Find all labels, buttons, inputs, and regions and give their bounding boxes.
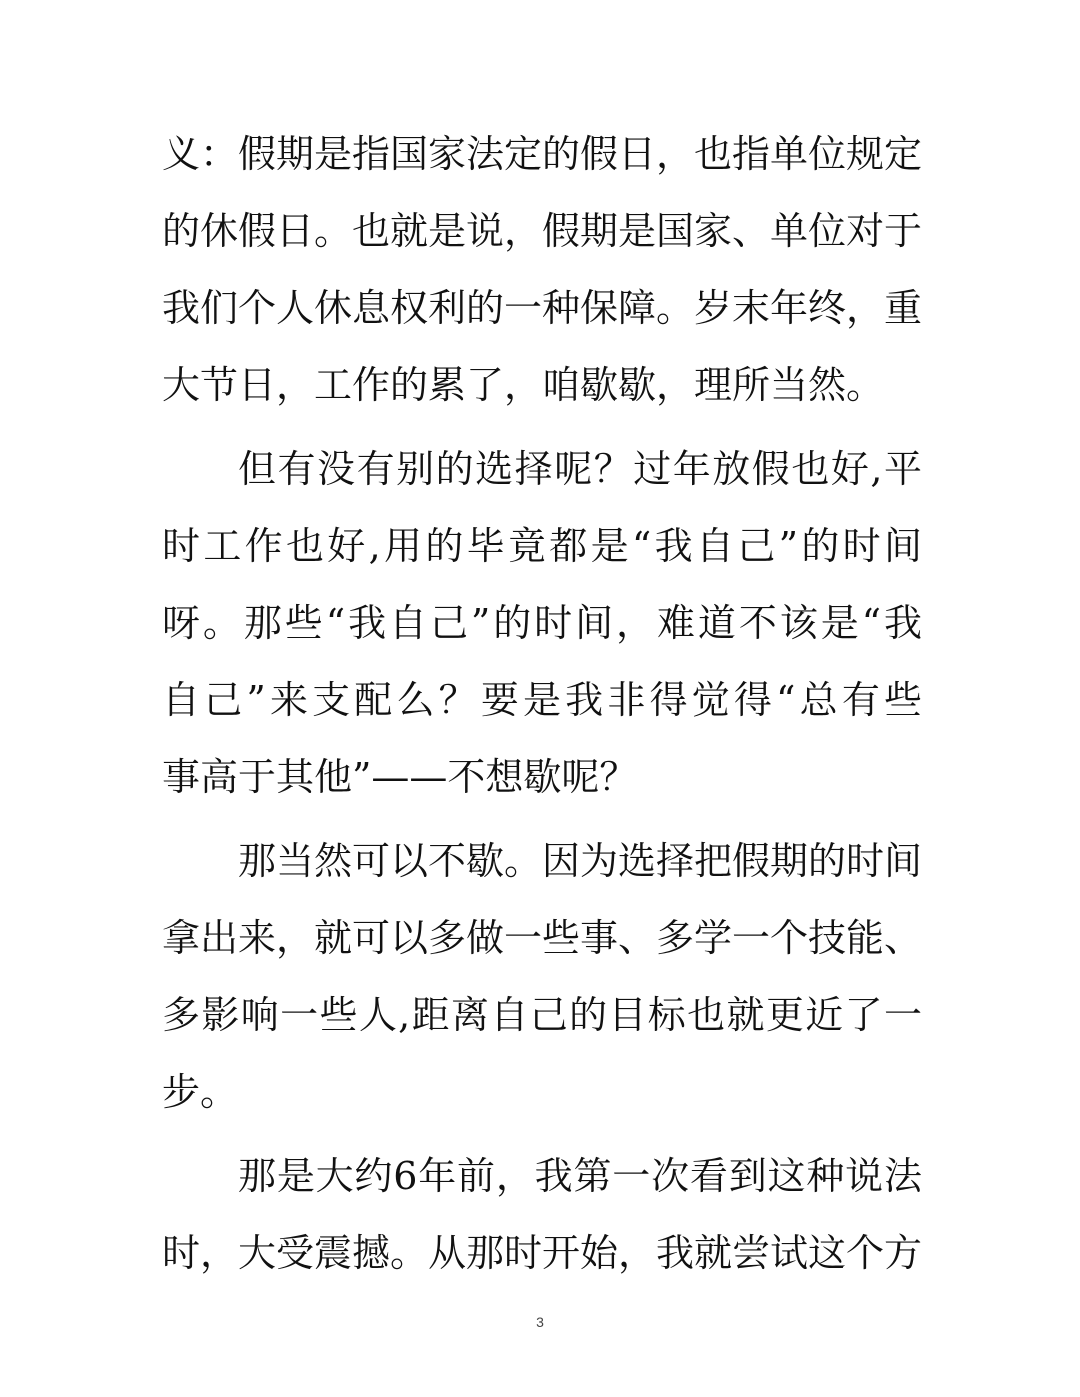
paragraph-2: [162, 431, 922, 816]
page-number: 3: [536, 1314, 544, 1330]
text-line: 我们个人休息权利的一种保障。岁末年终，重: [162, 286, 923, 330]
paragraph-1: [162, 116, 922, 424]
text-line: 时，大受震撼。从那时开始，我就尝试这个方: [162, 1231, 923, 1275]
text-line: 时工作也好,用的毕竟都是“我自己”的时间: [162, 524, 922, 568]
text-line: 的休假日。也就是说，假期是国家、单位对于: [162, 209, 923, 253]
paragraph-4: [162, 1138, 922, 1292]
text-line: 步。: [162, 1070, 239, 1114]
body-text: [162, 116, 922, 1292]
paragraph-3: [162, 823, 922, 1131]
text-line: 义：假期是指国家法定的假日，也指单位规定: [162, 132, 923, 176]
text-line: 拿出来，就可以多做一些事、多学一个技能、: [162, 916, 923, 960]
text-line: 自己”来支配么？要是我非得觉得“总有些: [162, 678, 922, 722]
text-line: 但有没有别的选择呢？过年放假也好,平: [238, 447, 922, 491]
text-line: 呀。那些“我自己”的时间，难道不该是“我: [162, 601, 922, 645]
text-line: 事高于其他”——不想歇呢？: [162, 755, 638, 799]
text-line: 那是大约6年前，我第一次看到这种说法: [238, 1154, 922, 1198]
text-line: 那当然可以不歇。因为选择把假期的时间: [238, 839, 923, 883]
text-line: 大节日，工作的累了，咱歇歇，理所当然。: [162, 363, 885, 407]
text-line: 多影响一些人,距离自己的目标也就更近了一: [162, 993, 922, 1037]
